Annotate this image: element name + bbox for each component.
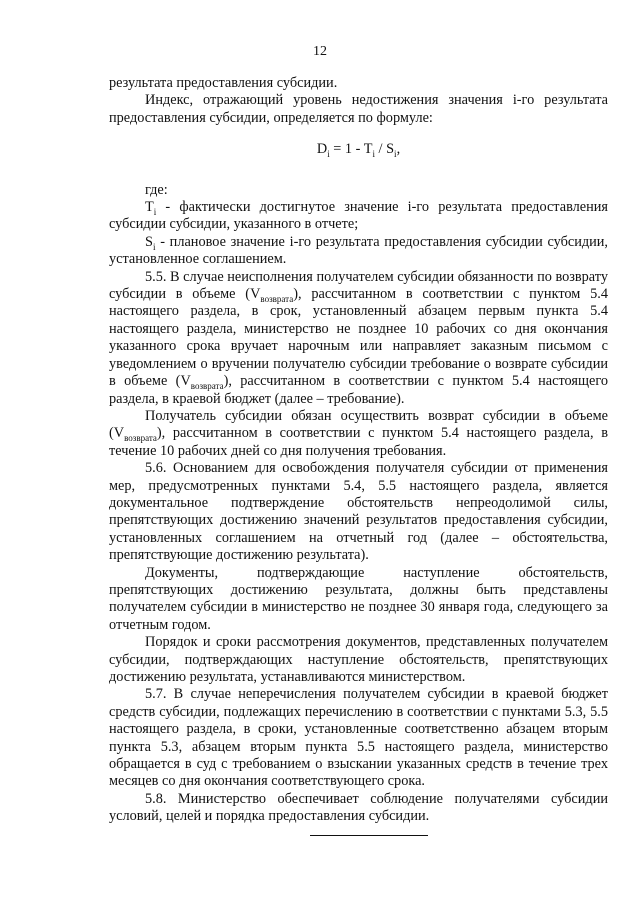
end-divider <box>310 835 428 836</box>
p55b-part-b: ), рассчитанном в соответствии с пунктом 5.4 настоящего раздела, в течение 10 рабочих дней со дня получения требования. <box>109 425 608 459</box>
page-number: 12 <box>313 44 327 59</box>
paragraph-5-5 <box>109 269 608 408</box>
paragraph-5-6: 5.6. Основанием для освобождения получателя субсидии от применения мер, предусмотренных пунктами 5.4, 5.5 настоящего раздела, является документальное подтверждение обстоятельств непреодолимой силы, препятствующих достижению значений результатов предоставления субсидии, установленных соглашением на отчетный год (далее – обстоятельства, препятствующие достижению результата). <box>109 460 608 564</box>
paragraph-5-6-procedure: Порядок и сроки рассмотрения документов, представленных получателем субсидии, подтверждающих наступление обстоятельств, препятствующих достижению результата, устанавливаются министерством. <box>109 634 608 685</box>
p55b-sub: возврата <box>124 433 157 444</box>
paragraph-5-7: 5.7. В случае неперечисления получателем субсидии в краевой бюджет средств субсидии, подлежащих перечислению в соответствии с пунктами 5.3, 5.5 настоящего раздела, в сроки, установленные соответственно абзацем вторым пункта 5.3, абзацем вторым пункта 5.5 настоящего раздела, министерство обращается в суд с требованием о взыскании указанных средств в течение трех месяцев со дня окончания соответствующего срока. <box>109 686 608 790</box>
paragraph-t-definition <box>109 199 608 234</box>
t-text: - фактически достигнутое значение i-го результата предоставления субсидии субсидии, указанного в отчете; <box>109 199 608 233</box>
formula-end: , <box>396 141 401 158</box>
paragraph-5-5-return <box>109 408 608 460</box>
p55b-part-a: Получатель субсидии обязан осуществить возврат субсидии в объеме (V <box>109 407 608 442</box>
paragraph-s-definition <box>109 234 608 269</box>
t-sub: i <box>153 206 157 217</box>
p55-part-a: 5.5. В случае неисполнения получателем субсидии обязанности по возврату субсидии в объеме (V <box>109 268 608 303</box>
formula-d: D <box>316 141 328 158</box>
paragraph-continuation: результата предоставления субсидии. <box>109 75 338 91</box>
formula-sub: i <box>327 149 330 160</box>
document-body <box>109 75 608 826</box>
t-symbol: T <box>145 199 154 216</box>
p55-part-b: ), рассчитанном в соответствии с пунктом 5.4 настоящего раздела, в срок, установленный абзацем первым пункта 5.4 настоящего раздела, министерство не позднее 10 рабочих со дня окончания указанного срока вручает нарочным или направляет заказным письмом с уведомлением о вручении получателю субсидии требование о возврате субсидии в объеме (V <box>109 286 608 390</box>
paragraph-index-definition: Индекс, отражающий уровень недостижения значения i-го результата предоставления субсидии, определяется по формуле: <box>109 92 608 126</box>
p55-sub: возврата <box>190 380 224 391</box>
paragraph-5-6-documents: Документы, подтверждающие наступление обстоятельств, препятствующих достижению результата, должны быть представлены получателем субсидии в министерство не позднее 30 января года, следующего за отчетным годом. <box>109 564 608 633</box>
formula-sub: i <box>372 149 375 160</box>
formula-mid: = 1 - T <box>329 141 373 158</box>
s-text: - плановое значение i-го результата предоставления субсидии субсидии, установленное соглашением. <box>109 233 608 268</box>
formula-sub: i <box>394 149 397 160</box>
formula <box>109 141 608 158</box>
where-label: где: <box>145 181 168 198</box>
s-sub: i <box>152 241 156 252</box>
formula-slash: / S <box>374 141 395 158</box>
s-symbol: S <box>145 233 153 250</box>
p55-sub: возврата <box>260 293 294 304</box>
paragraph-5-8: 5.8. Министерство обеспечивает соблюдение получателями субсидии условий, целей и порядка предоставления субсидии. <box>109 790 608 825</box>
p55-part-c: ), рассчитанном в соответствии с пунктом 5.4 настоящего раздела, в краевой бюджет (далее – требование). <box>109 373 608 407</box>
